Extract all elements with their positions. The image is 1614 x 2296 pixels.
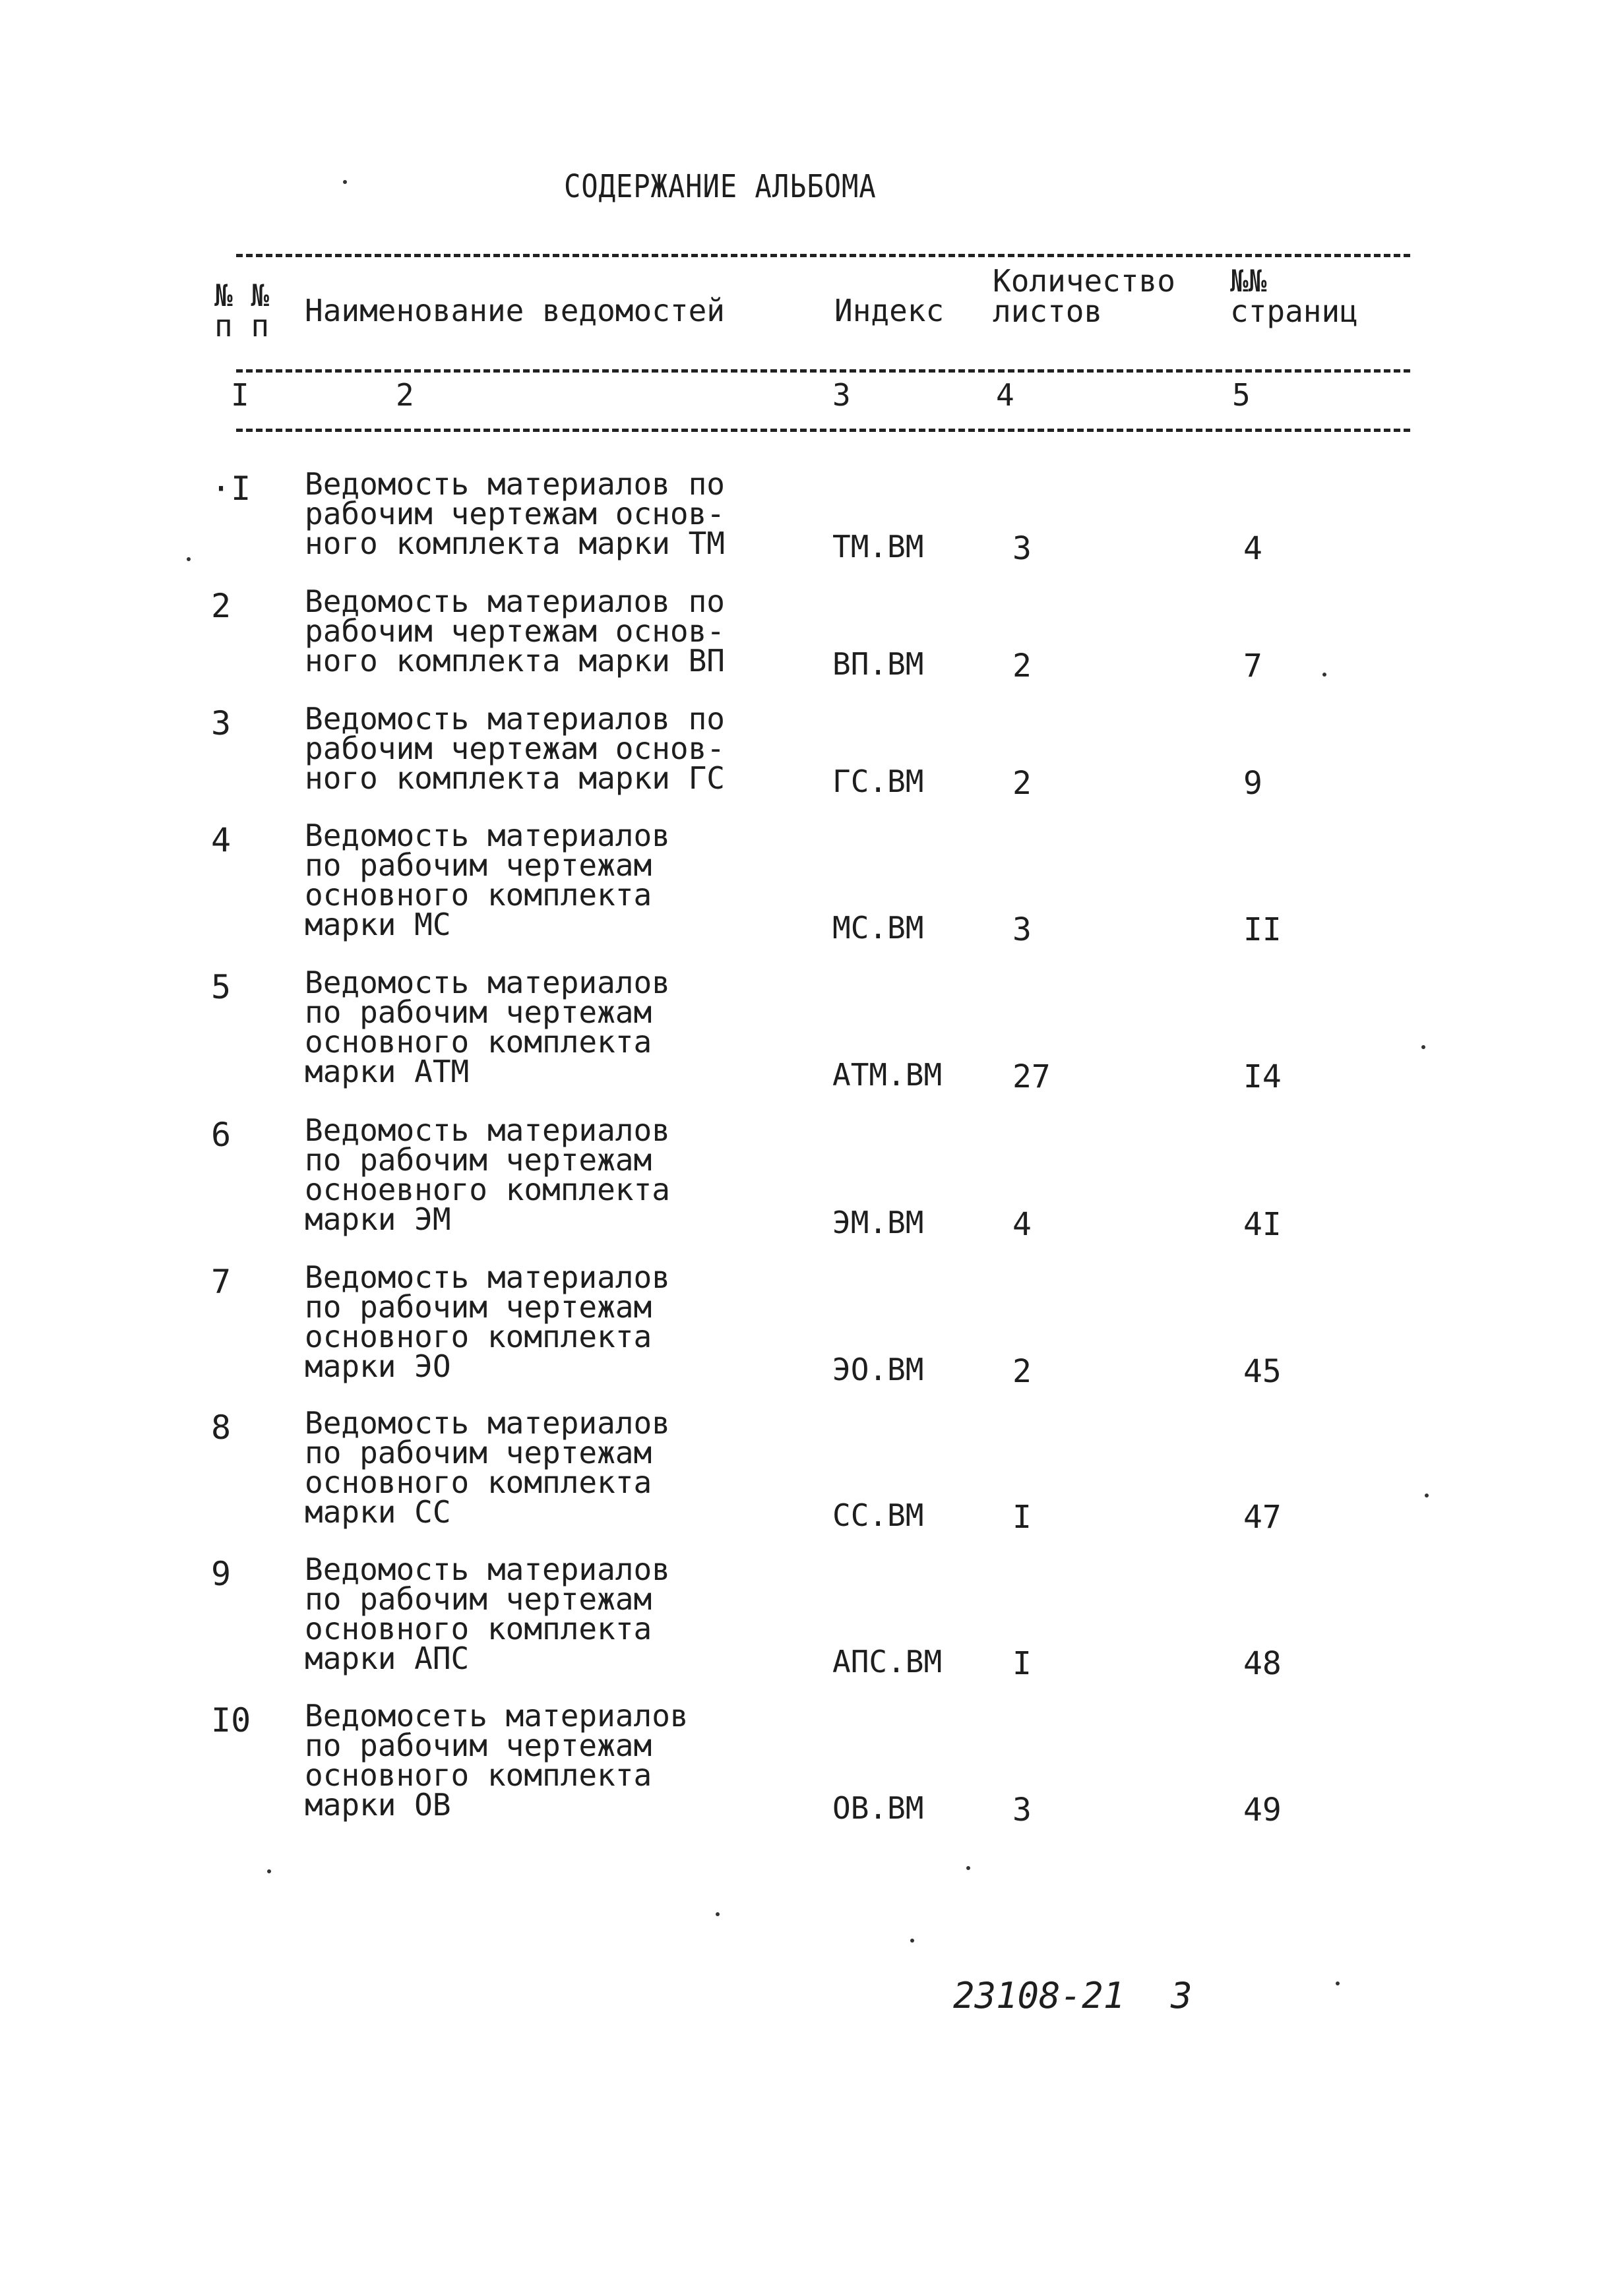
row-name — [305, 1698, 780, 1823]
row-name-line: основного комплекта — [305, 1319, 652, 1354]
row-sheet-count: 3 — [1012, 530, 1032, 567]
header-index: Индекс — [834, 293, 945, 328]
row-name-line: ного комплекта марки ГС — [305, 760, 725, 796]
scan-speck — [966, 1866, 970, 1870]
row-name-line: марки АТМ — [305, 1054, 470, 1089]
row-name-line: рабочим чертежам основ- — [305, 613, 725, 649]
row-page-number: 7 — [1243, 648, 1262, 684]
row-name — [305, 818, 780, 942]
header-num — [214, 278, 270, 344]
row-sheet-count: 3 — [1012, 911, 1032, 948]
row-number: 6 — [211, 1116, 232, 1154]
scan-speck — [1421, 1045, 1425, 1049]
row-name-line: Ведомость материалов — [305, 1259, 670, 1295]
row-index: ЭМ.ВМ — [832, 1205, 924, 1240]
row-sheet-count: 2 — [1012, 648, 1032, 684]
row-name-line: по рабочим чертежам — [305, 994, 652, 1030]
row-page-number: 4 — [1243, 530, 1262, 567]
row-name-line: марки МС — [305, 907, 451, 942]
row-name-line: по рабочим чертежам — [305, 1142, 652, 1178]
row-page-number: 45 — [1243, 1353, 1282, 1390]
row-name — [305, 1259, 780, 1384]
scan-speck — [187, 557, 191, 561]
top-rule — [236, 254, 1410, 257]
row-name-line: рабочим чертежам основ- — [305, 496, 725, 531]
row-index: ОВ.ВМ — [832, 1790, 924, 1826]
row-index: ГС.ВМ — [832, 764, 924, 799]
row-sheet-count: 4 — [1012, 1206, 1032, 1243]
row-name — [305, 701, 780, 796]
header-count — [993, 263, 1175, 329]
row-name — [305, 466, 780, 561]
column-number-4: 4 — [996, 377, 1014, 413]
row-name-line: основного комплекта — [305, 1024, 652, 1060]
row-number: 3 — [211, 704, 232, 742]
row-sheet-count: 2 — [1012, 765, 1032, 802]
row-name-line: Ведомость материалов — [305, 818, 670, 853]
column-number-rule — [236, 429, 1410, 432]
scan-speck — [1322, 673, 1326, 677]
row-name-line: Ведомость материалов по — [305, 466, 725, 502]
column-number-2: 2 — [396, 377, 414, 413]
row-number: 4 — [211, 821, 232, 859]
row-number: 7 — [211, 1263, 232, 1301]
row-page-number: 9 — [1243, 765, 1262, 802]
row-name-line: Ведомость материалов по — [305, 584, 725, 619]
row-name — [305, 1405, 780, 1530]
row-name — [305, 1552, 780, 1676]
row-number: 5 — [211, 968, 232, 1006]
row-name-line: основного комплекта — [305, 1611, 652, 1646]
page-title: СОДЕРЖАНИЕ АЛЬБОМА — [564, 168, 877, 205]
row-name-line: по рабочим чертежам — [305, 847, 652, 883]
row-name — [305, 965, 780, 1089]
row-name-line: марки ОВ — [305, 1787, 451, 1823]
row-name-line: марки СС — [305, 1494, 451, 1530]
column-number-1: I — [231, 377, 249, 413]
row-name-line: по рабочим чертежам — [305, 1581, 652, 1617]
header-rule — [236, 369, 1410, 373]
row-name-line: Ведомость материалов — [305, 1552, 670, 1587]
row-name-line: Ведомость материалов — [305, 1112, 670, 1148]
row-name-line: осноевного комплекта — [305, 1172, 670, 1207]
scan-speck — [1425, 1494, 1429, 1497]
row-sheet-count: 27 — [1012, 1058, 1051, 1095]
row-name-line: ного комплекта марки ТМ — [305, 526, 725, 561]
header-count-line1: Количество — [993, 263, 1175, 299]
scan-speck — [716, 1912, 720, 1916]
row-number: ·I — [211, 469, 251, 508]
column-number-5: 5 — [1232, 377, 1251, 413]
row-page-number: 49 — [1243, 1792, 1282, 1828]
row-index: АТМ.ВМ — [832, 1057, 943, 1093]
row-name-line: марки АПС — [305, 1641, 470, 1676]
row-name-line: ного комплекта марки ВП — [305, 643, 725, 679]
header-count-line2: листов — [993, 293, 1103, 329]
row-name-line: по рабочим чертежам — [305, 1728, 652, 1763]
row-number: 8 — [211, 1408, 232, 1447]
row-name-line: по рабочим чертежам — [305, 1289, 652, 1325]
row-number: I0 — [211, 1701, 251, 1739]
row-sheet-count: 3 — [1012, 1792, 1032, 1828]
row-index: ТМ.ВМ — [832, 529, 924, 564]
row-index: ВП.ВМ — [832, 646, 924, 682]
page-number: 3 — [1171, 1975, 1193, 2016]
row-sheet-count: I — [1012, 1645, 1032, 1682]
row-index: ЭО.ВМ — [832, 1352, 924, 1387]
row-index: СС.ВМ — [832, 1497, 924, 1533]
row-sheet-count: 2 — [1012, 1353, 1032, 1390]
row-name-line: Ведомость материалов по — [305, 701, 725, 737]
row-number: 9 — [211, 1555, 232, 1593]
scan-speck — [343, 180, 347, 184]
header-num-line1: № № — [214, 278, 270, 313]
header-pages-line1: №№ — [1230, 263, 1267, 299]
row-name-line: марки ЭО — [305, 1348, 451, 1384]
scan-speck — [267, 1869, 271, 1873]
column-number-3: 3 — [832, 377, 851, 413]
header-name: Наименование ведомостей — [305, 293, 725, 328]
row-page-number: I4 — [1243, 1058, 1282, 1095]
row-index: МС.ВМ — [832, 910, 924, 946]
row-sheet-count: I — [1012, 1499, 1032, 1536]
row-page-number: 4I — [1243, 1206, 1282, 1243]
row-name-line: Ведомость материалов — [305, 1405, 670, 1441]
row-name — [305, 1112, 780, 1237]
row-page-number: 48 — [1243, 1645, 1282, 1682]
row-name-line: Ведомосеть материалов — [305, 1698, 689, 1734]
header-num-line2: п п — [214, 308, 270, 344]
row-name-line: основного комплекта — [305, 877, 652, 913]
row-name-line: основного комплекта — [305, 1757, 652, 1793]
row-index: АПС.ВМ — [832, 1644, 943, 1679]
row-page-number: 47 — [1243, 1499, 1282, 1536]
header-pages-line2: страниц — [1230, 293, 1358, 329]
scan-speck — [910, 1939, 914, 1943]
header-pages — [1230, 263, 1358, 329]
row-page-number: II — [1243, 911, 1282, 948]
row-name-line: рабочим чертежам основ- — [305, 731, 725, 766]
row-name-line: марки ЭМ — [305, 1201, 451, 1237]
row-number: 2 — [211, 587, 232, 625]
row-name — [305, 584, 780, 679]
row-name-line: основного комплекта — [305, 1465, 652, 1500]
row-name-line: Ведомость материалов — [305, 965, 670, 1000]
scan-speck — [1336, 1981, 1340, 1985]
document-code: 23108-21 — [953, 1975, 1125, 2016]
row-name-line: по рабочим чертежам — [305, 1435, 652, 1470]
